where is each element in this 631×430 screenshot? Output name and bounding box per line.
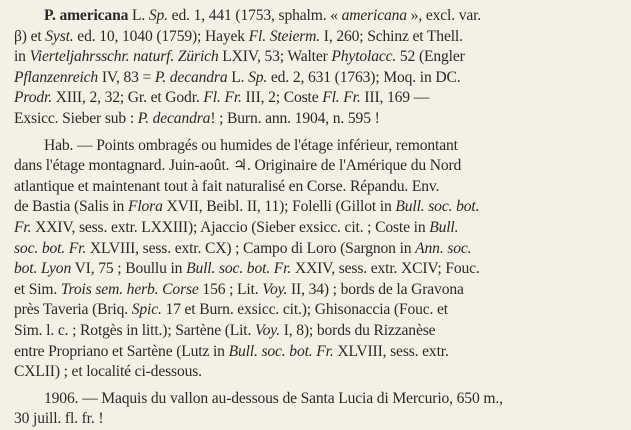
collection-line-1: 1906. — Maquis du vallon au-dessous de Santa Lucia di Mercurio, 650 m., — [44, 389, 503, 407]
entry-line-1: P. americana L. Sp. ed. 1, 441 (1753, sphalm. « americana », excl. var. — [44, 7, 482, 24]
habitat-paragraph — [14, 136, 619, 383]
habitat-line-5: Fr. XXIV, sess. extr. LXXIII); Ajaccio (Sieber exsicc. cit. ; Coste in Bull. — [14, 218, 459, 236]
habitat-line-4: de Bastia (Salis in Flora XVII, Beibl. II, 11); Folelli (Gillot in Bull. soc. bot. — [14, 198, 480, 216]
habitat-line-6: soc. bot. Fr. XLVIII, sess. extr. CX) ; Campo di Loro (Sargnon in Ann. soc. — [14, 239, 472, 257]
entry-line-6: Exsicc. Sieber sub : P. decandra! ; Burn. ann. 1904, n. 595 ! — [14, 109, 380, 127]
habitat-line-10: Sim. l. c. ; Rotgès in litt.); Sartène (Lit. Voy. I, 8); bords du Rizzanèse — [14, 321, 436, 339]
entry-line-5: Prodr. XIII, 2, 32; Gr. et Godr. Fl. Fr. III, 2; Coste Fl. Fr. III, 169 — — [14, 89, 430, 107]
habitat-line-3: atlantique et maintenant tout à fait naturalisé en Corse. Répandu. Env. — [14, 177, 440, 195]
habitat-line-7: bot. Lyon VI, 75 ; Boullu in Bull. soc. bot. Fr. XXIV, sess. extr. XCIV; Fouc. — [14, 260, 480, 278]
collection-line-2: 30 juill. fl. fr. ! — [14, 410, 104, 428]
habitat-line-8: et Sim. Trois sem. herb. Corse 156 ; Lit. Voy. II, 34) ; bords de la Gravona — [14, 280, 464, 298]
habitat-line-2: dans l'étage montagnard. Juin-août. ♃. Originaire de l'Amérique du Nord — [14, 157, 462, 175]
habitat-line-1: Hab. — Points ombragés ou humides de l'étage inférieur, remontant — [44, 136, 458, 154]
species-entry — [14, 6, 619, 130]
entry-line-3: in Vierteljahrsschr. naturf. Zürich LXIV, 53; Walter Phytolacc. 52 (Engler — [14, 48, 465, 66]
habitat-line-12: CXLII) ; et localité ci-dessous. — [14, 363, 202, 381]
collection-paragraph — [14, 389, 619, 430]
habitat-line-11: entre Propriano et Sartène (Lutz in Bull. soc. bot. Fr. XLVIII, sess. extr. — [14, 342, 449, 360]
entry-line-4: Pflanzenreich IV, 83 = P. decandra L. Sp. ed. 2, 631 (1763); Moq. in DC. — [14, 68, 461, 86]
habitat-line-9: près Taveria (Briq. Spic. 17 et Burn. exsicc. cit.); Ghisonaccia (Fouc. et — [14, 301, 448, 319]
entry-line-2: β) et Syst. ed. 10, 1040 (1759); Hayek Fl. Steierm. I, 260; Schinz et Thell. — [14, 27, 463, 45]
